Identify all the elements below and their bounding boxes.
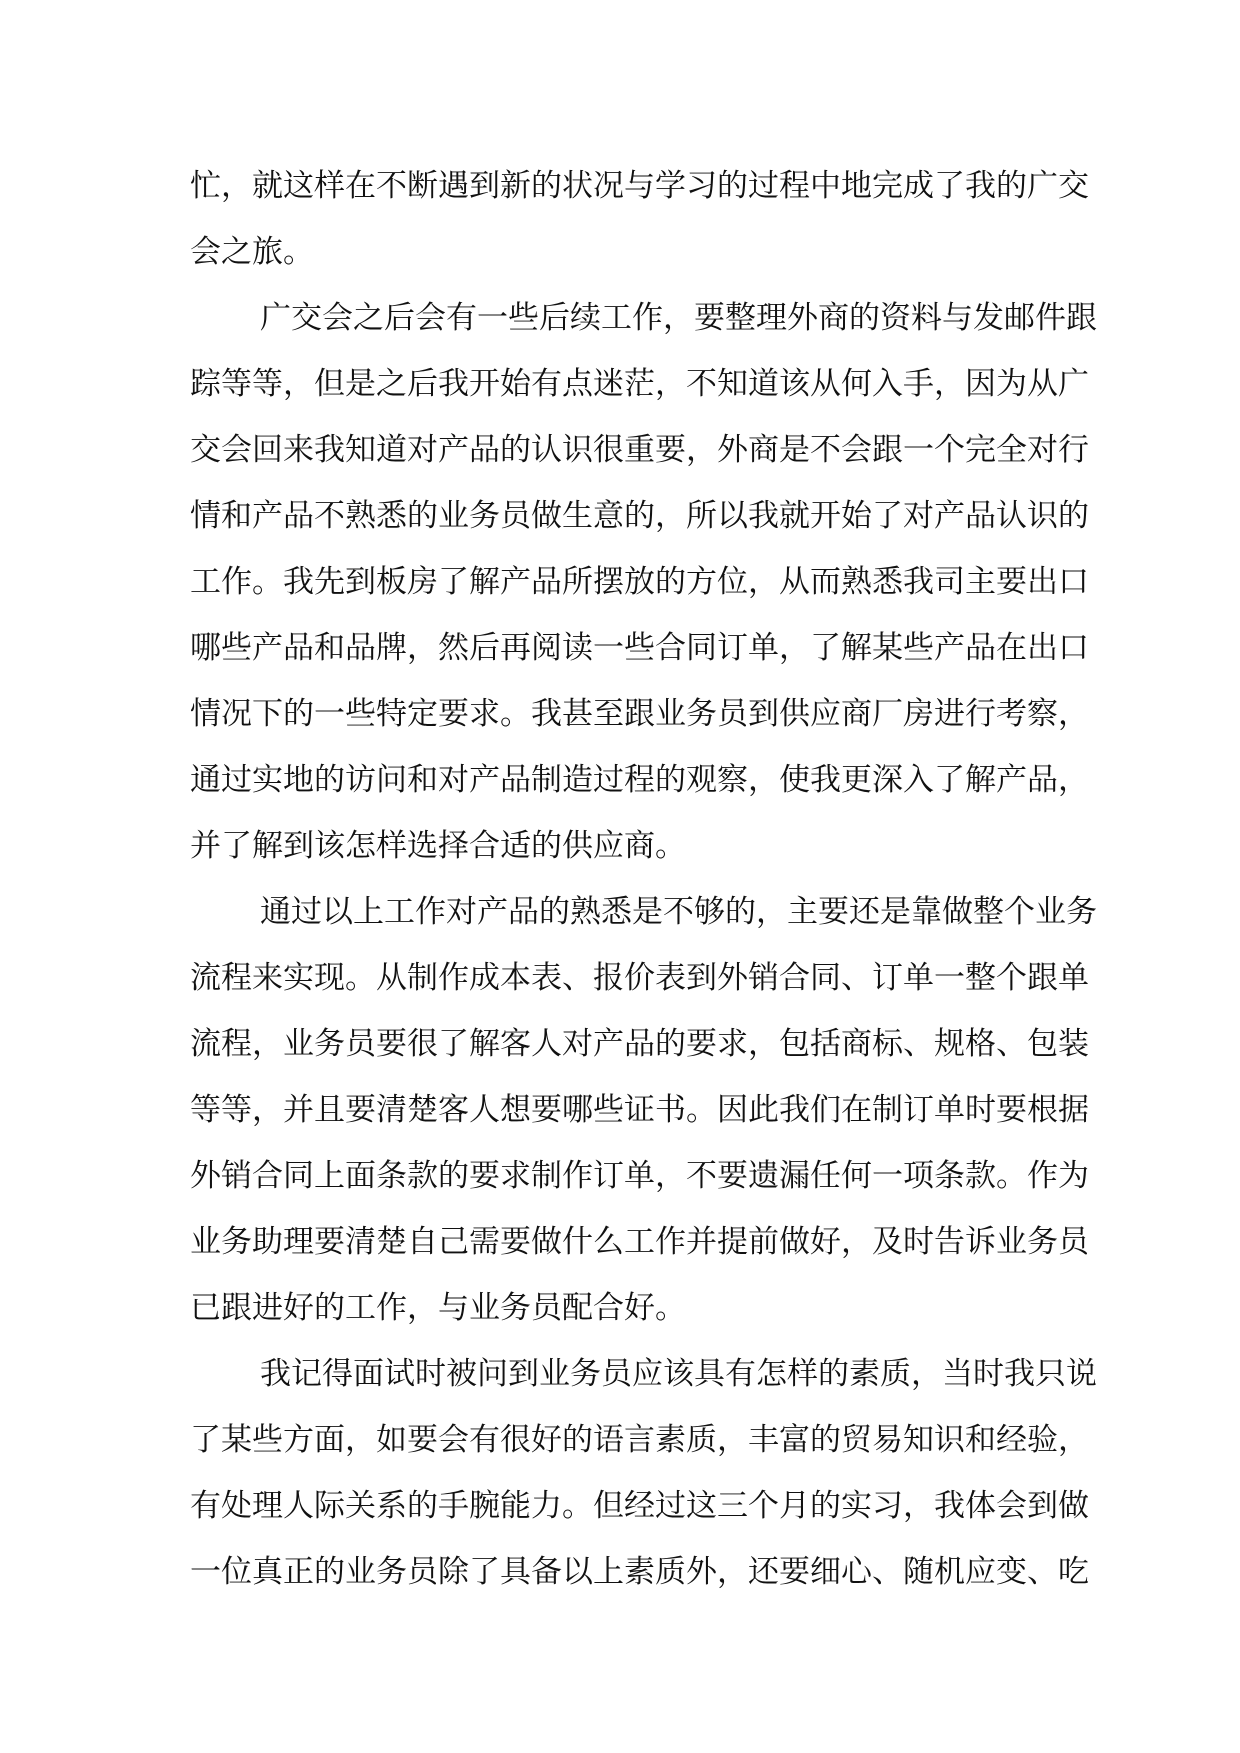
text-line: 流程来实现。从制作成本表、报价表到外销合同、订单一整个跟单	[190, 960, 1089, 996]
text-line: 并了解到该怎样选择合适的供应商。	[190, 828, 686, 864]
paragraph-3	[190, 879, 1097, 1341]
text-line: 通过以上工作对产品的熟悉是不够的，主要还是靠做整个业务	[260, 894, 1097, 930]
text-line: 广交会之后会有一些后续工作，要整理外商的资料与发邮件跟	[260, 300, 1097, 336]
text-line: 等等，并且要清楚客人想要哪些证书。因此我们在制订单时要根据	[190, 1092, 1089, 1128]
text-line: 通过实地的访问和对产品制造过程的观察，使我更深入了解产品，	[190, 762, 1089, 798]
text-line: 哪些产品和品牌，然后再阅读一些合同订单，了解某些产品在出口	[190, 630, 1089, 666]
body-text	[190, 153, 1097, 1605]
text-line: 忙，就这样在不断遇到新的状况与学习的过程中地完成了我的广交	[190, 168, 1089, 204]
text-line: 一位真正的业务员除了具备以上素质外，还要细心、随机应变、吃	[190, 1554, 1089, 1590]
text-line: 已跟进好的工作，与业务员配合好。	[190, 1290, 686, 1326]
paragraph-4	[190, 1341, 1097, 1605]
paragraph-1	[190, 153, 1089, 285]
text-line: 情况下的一些特定要求。我甚至跟业务员到供应商厂房进行考察，	[190, 696, 1089, 732]
text-line: 流程，业务员要很了解客人对产品的要求，包括商标、规格、包装	[190, 1026, 1089, 1062]
text-line: 了某些方面，如要会有很好的语言素质，丰富的贸易知识和经验，	[190, 1422, 1089, 1458]
text-line: 会之旅。	[190, 234, 314, 270]
text-line: 业务助理要清楚自己需要做什么工作并提前做好，及时告诉业务员	[190, 1224, 1089, 1260]
text-line: 踪等等，但是之后我开始有点迷茫，不知道该从何入手，因为从广	[190, 366, 1089, 402]
text-line: 工作。我先到板房了解产品所摆放的方位，从而熟悉我司主要出口	[190, 564, 1089, 600]
paragraph-2	[190, 285, 1097, 879]
text-line: 有处理人际关系的手腕能力。但经过这三个月的实习，我体会到做	[190, 1488, 1089, 1524]
text-line: 外销合同上面条款的要求制作订单，不要遗漏任何一项条款。作为	[190, 1158, 1089, 1194]
text-line: 我记得面试时被问到业务员应该具有怎样的素质，当时我只说	[260, 1356, 1097, 1392]
text-line: 交会回来我知道对产品的认识很重要，外商是不会跟一个完全对行	[190, 432, 1089, 468]
text-line: 情和产品不熟悉的业务员做生意的，所以我就开始了对产品认识的	[190, 498, 1089, 534]
